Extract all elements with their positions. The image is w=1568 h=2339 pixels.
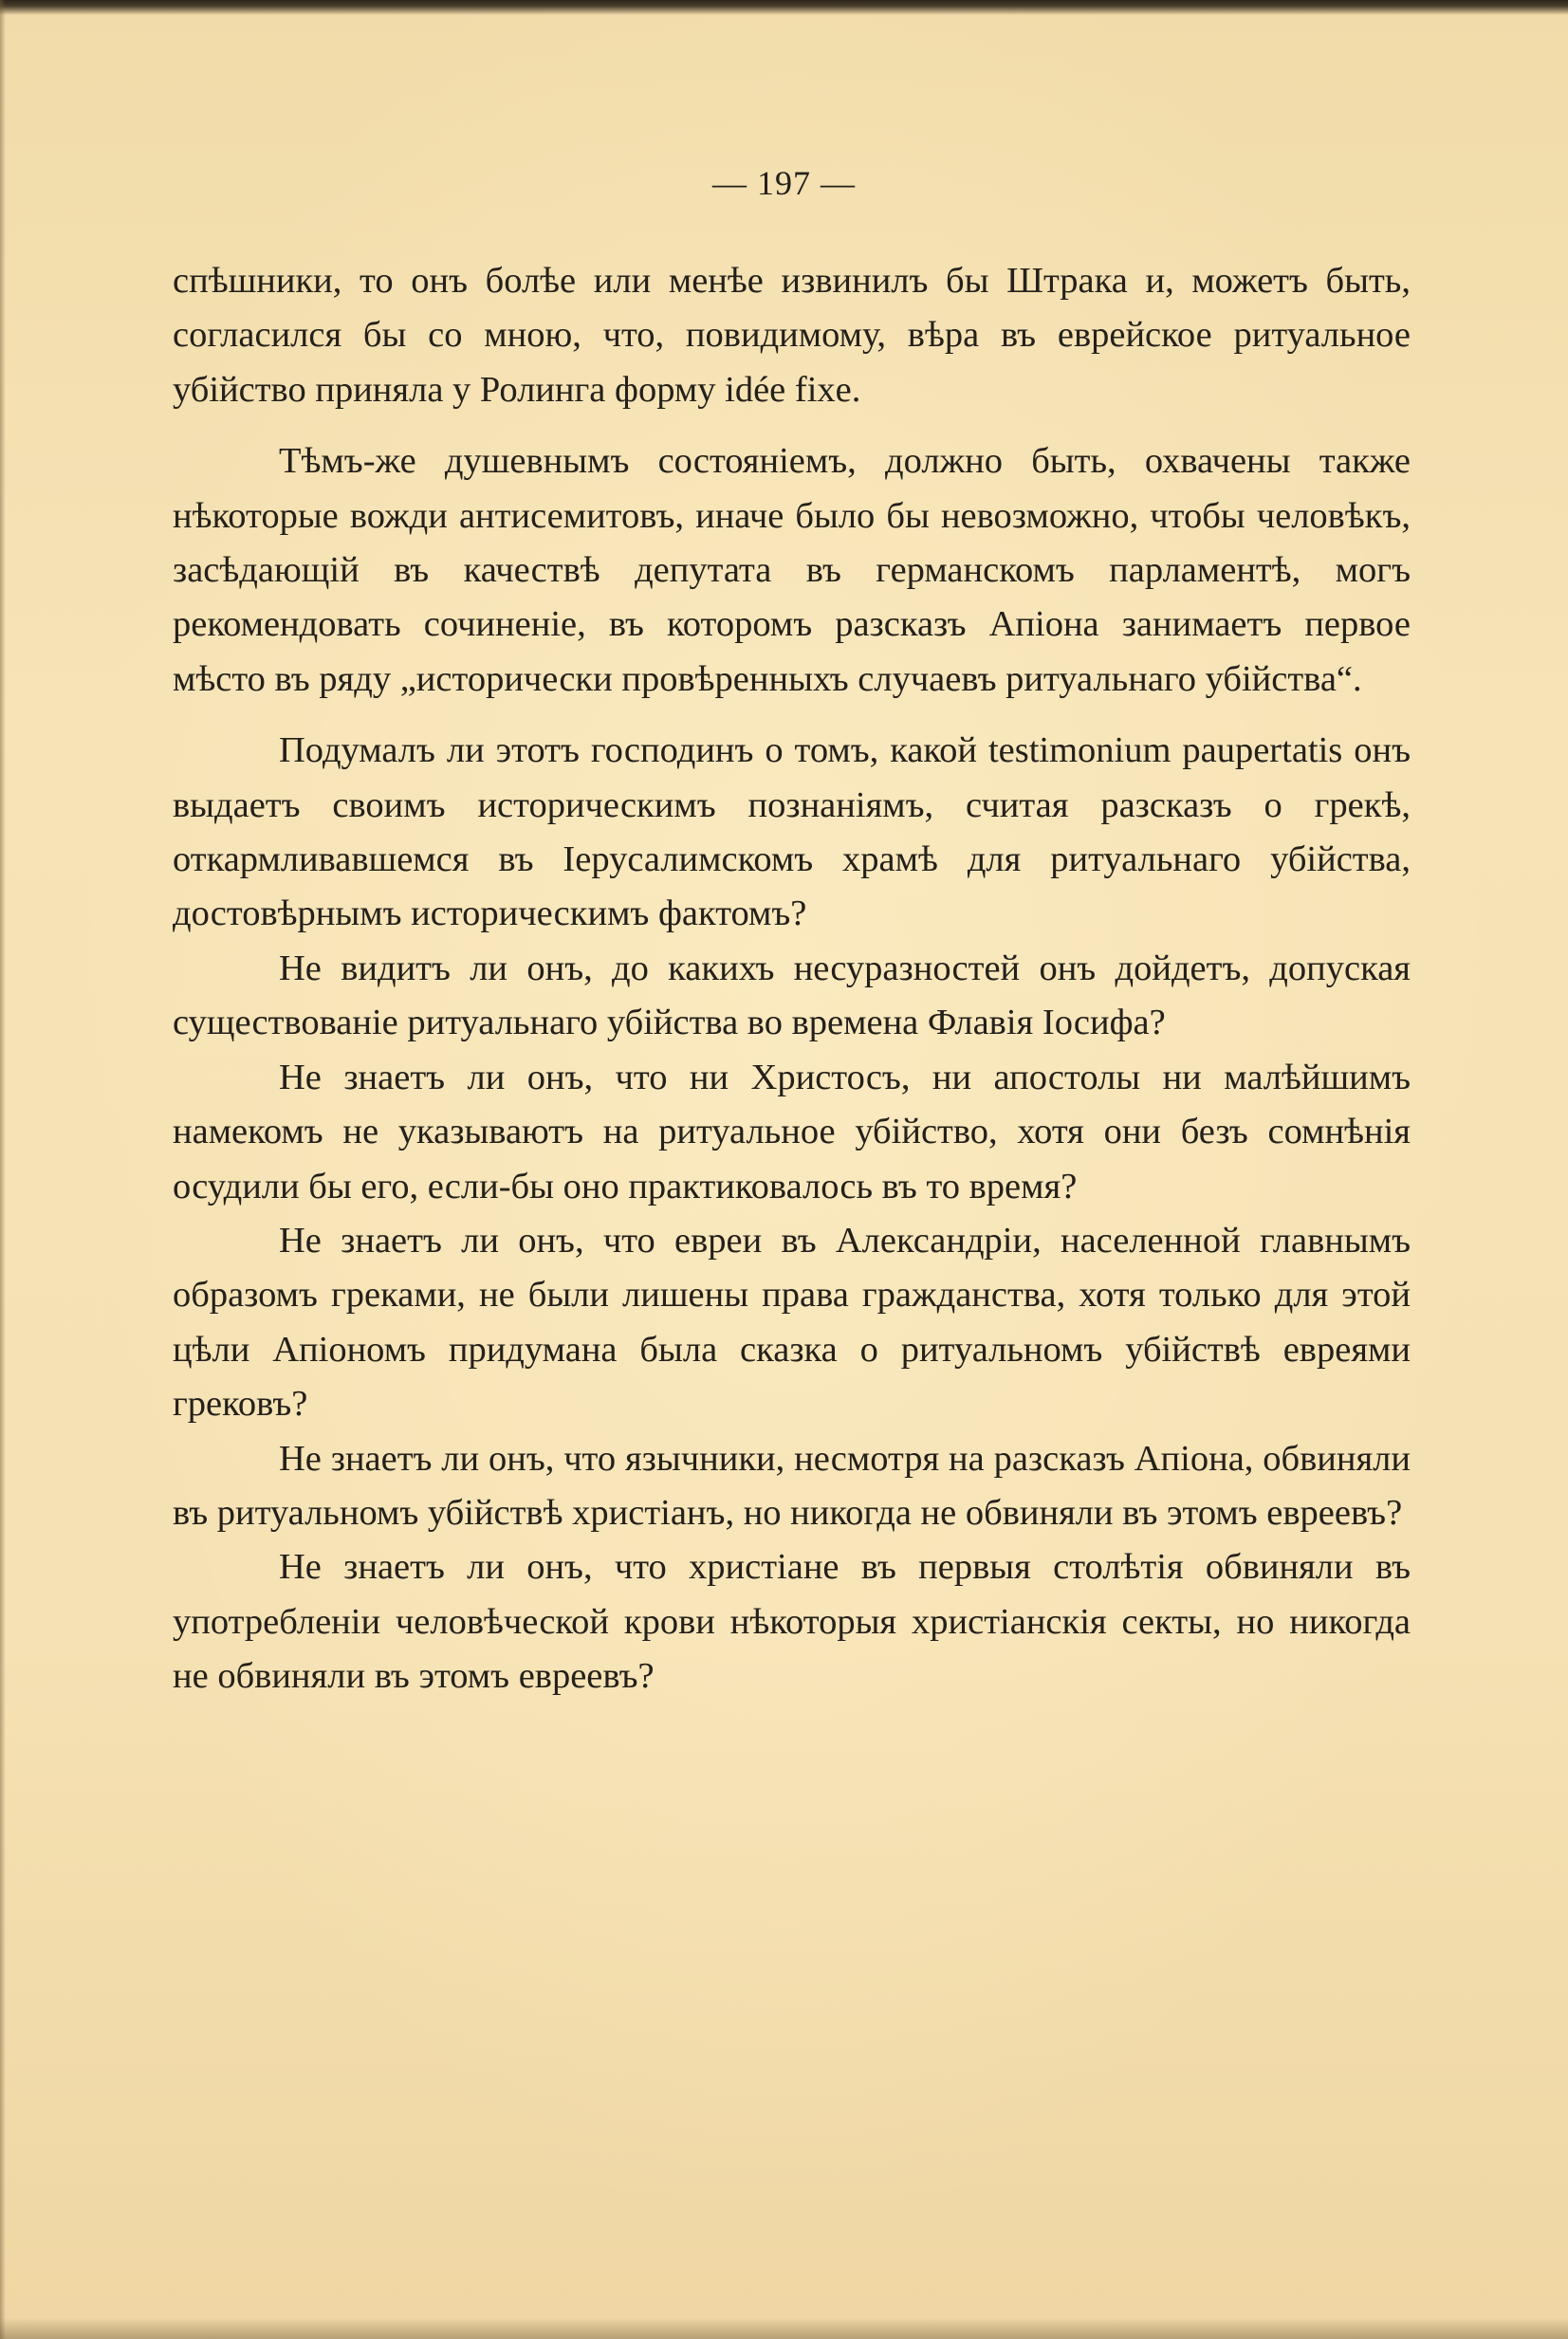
paragraph: Не знаетъ ли онъ, что ни Христосъ, ни апостолы ни малѣйшимъ намекомъ не указываютъ на ритуальное убійство, хотя они безъ сомнѣнія осудили бы его, если-бы оно практиковалось въ то время? — [173, 1057, 1411, 1206]
page-left-shadow — [0, 0, 6, 2339]
paragraph: Подумалъ ли этотъ господинъ о томъ, какой testimonium paupertatis онъ выдаетъ своимъ историческимъ познаніямъ, считая разсказъ о грекѣ, откармливавшемся въ Іерусалимскомъ храмѣ для ритуальнаго убійства, достовѣрнымъ историческимъ фактомъ? — [173, 730, 1411, 934]
body-text — [173, 254, 1411, 1704]
paragraph: Не знаетъ ли онъ, что язычники, несмотря на разсказъ Апіона, обвиняли въ ритуальномъ убійствѣ христіанъ, но никогда не обвиняли въ этомъ евреевъ? — [173, 1438, 1411, 1533]
paragraph-continuation: спѣшники, то онъ болѣе или менѣе извинилъ бы Штрака и, можетъ быть, согласился бы со мною, что, повидимому, вѣра въ еврейское ритуальное убійство приняла у Ролинга форму idée fixe. — [173, 261, 1411, 410]
page-bottom-shadow — [0, 2318, 1568, 2339]
paragraph: Не знаетъ ли онъ, что евреи въ Александріи, населенной главнымъ образомъ греками, не были лишены права гражданства, хотя только для этой цѣли Апіономъ придумана была сказка о ритуальномъ убійствѣ евреями грековъ? — [173, 1220, 1411, 1425]
page-number: — 197 — — [712, 164, 856, 202]
page-top-shadow — [0, 0, 1568, 15]
paragraph: Тѣмъ-же душевнымъ состояніемъ, должно быть, охвачены также нѣкоторые вожди антисемитовъ, иначе было бы невозможно, чтобы человѣкъ, засѣдающій въ качествѣ депутата въ германскомъ парламентѣ, могъ рекомендовать сочиненіе, въ которомъ разсказъ Апіона занимаетъ первое мѣсто въ ряду „исторически провѣренныхъ случаевъ ритуальнаго убійства“. — [173, 441, 1411, 699]
paragraph: Не знаетъ ли онъ, что христіане въ первыя столѣтія обвиняли въ употребленіи человѣческой крови нѣкоторыя христіанскія секты, но никогда не обвиняли въ этомъ евреевъ? — [173, 1547, 1411, 1697]
paragraph: Не видитъ ли онъ, до какихъ несуразностей онъ дойдетъ, допуская существованіе ритуальнаго убійства во времена Флавія Іосифа? — [173, 948, 1411, 1043]
